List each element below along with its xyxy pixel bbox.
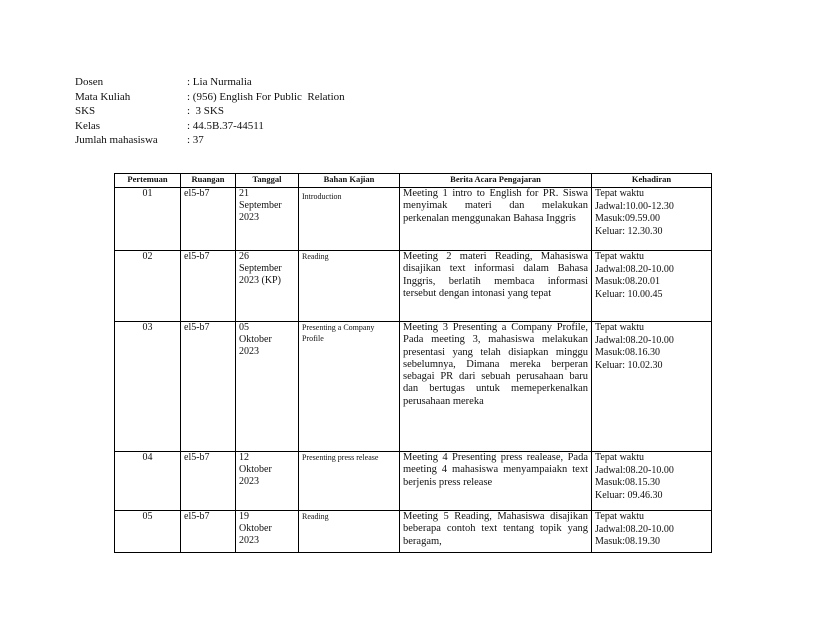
kehadiran-line: Masuk:08.19.30 <box>595 536 660 547</box>
tanggal-cell <box>236 322 299 452</box>
column-header: Bahan Kajian <box>299 174 400 188</box>
pertemuan-cell: 04 <box>115 452 181 511</box>
kehadiran-line: Jadwal:08.20-10.00 <box>595 523 674 535</box>
tanggal-line: 05 <box>239 322 249 333</box>
kehadiran-cell <box>592 251 712 322</box>
kehadiran-line: Keluar: 09.46.30 <box>595 489 663 501</box>
kehadiran-line: Keluar: 10.02.30 <box>595 359 663 371</box>
info-label: SKS <box>75 105 96 117</box>
kehadiran-cell <box>592 188 712 251</box>
ruangan-cell: el5-b7 <box>181 188 236 251</box>
kehadiran-line: Masuk:08.20.01 <box>595 276 660 287</box>
info-row-kelas <box>75 119 345 134</box>
teaching-journal-table <box>114 173 712 553</box>
tanggal-line: 2023 <box>239 212 259 223</box>
pertemuan-cell: 02 <box>115 251 181 322</box>
tanggal-line: Oktober <box>239 464 272 475</box>
kehadiran-line: Masuk:09.59.00 <box>595 213 660 224</box>
berita-acara-cell: Meeting 3 Presenting a Company Profile, Pada meeting 3, mahasiswa melakukan presentasi yang telah disiapkan minggu sebelumnya, Dimana mereka berperan sebagai PR dari sebuah perusahaan baru dan bertugas untuk memeperkenalkan perusahaan mereka <box>400 322 592 452</box>
kehadiran-line: Jadwal:08.20-10.00 <box>595 464 674 476</box>
column-header: Kehadiran <box>592 174 712 188</box>
ruangan-cell: el5-b7 <box>181 511 236 553</box>
info-value: : Lia Nurmalia <box>187 76 252 88</box>
tanggal-cell <box>236 511 299 553</box>
bahan-kajian-cell: Reading <box>299 511 400 553</box>
bahan-kajian-cell: Presenting press release <box>299 452 400 511</box>
berita-acara-cell: Meeting 2 materi Reading, Mahasiswa disajikan text informasi dalam Bahasa Inggris, berlatih membaca informasi tersebut dengan intonasi yang tepat <box>400 251 592 322</box>
tanggal-line: Oktober <box>239 523 272 534</box>
info-label: Mata Kuliah <box>75 90 131 103</box>
info-value: : (956) English For Public Relation <box>187 90 345 103</box>
ruangan-cell: el5-b7 <box>181 452 236 511</box>
kehadiran-line: Tepat waktu <box>595 511 645 522</box>
pertemuan-cell: 01 <box>115 188 181 251</box>
info-value: : 37 <box>187 134 204 146</box>
info-label: Kelas <box>75 119 101 132</box>
tanggal-line: 2023 <box>239 476 259 487</box>
kehadiran-line: Tepat waktu <box>595 322 645 333</box>
kehadiran-line: Jadwal:08.20-10.00 <box>595 334 674 346</box>
kehadiran-cell <box>592 322 712 452</box>
info-row-mata-kuliah <box>75 90 345 105</box>
info-row-jumlah-mahasiswa <box>75 133 345 148</box>
tanggal-line: 12 <box>239 452 249 463</box>
column-header: Pertemuan <box>115 174 181 188</box>
kehadiran-line: Keluar: 12.30.30 <box>595 225 663 237</box>
berita-acara-cell: Meeting 4 Presenting press realease, Pada meeting 4 mahasiswa menyampaiakn text berjenis press release <box>400 452 592 511</box>
table-header-row <box>115 174 712 188</box>
tanggal-cell <box>236 188 299 251</box>
column-header: Tanggal <box>236 174 299 188</box>
table-row <box>115 452 712 511</box>
column-header: Ruangan <box>181 174 236 188</box>
kehadiran-line: Jadwal:08.20-10.00 <box>595 263 674 275</box>
kehadiran-line: Keluar: 10.00.45 <box>595 288 663 300</box>
pertemuan-cell: 05 <box>115 511 181 553</box>
kehadiran-line: Tepat waktu <box>595 188 645 199</box>
bahan-kajian-cell: Reading <box>299 251 400 322</box>
course-info <box>75 75 345 148</box>
berita-acara-cell: Meeting 5 Reading, Mahasiswa disajikan beberapa contoh text tentang topik yang beragam, <box>400 511 592 553</box>
kehadiran-line: Jadwal:10.00-12.30 <box>595 200 674 212</box>
tanggal-line: 2023 <box>239 535 259 546</box>
info-label: Jumlah mahasiswa <box>75 134 158 146</box>
info-row-sks <box>75 104 345 119</box>
table-row <box>115 251 712 322</box>
tanggal-line: September <box>239 200 282 211</box>
tanggal-line: September <box>239 263 282 274</box>
berita-acara-cell: Meeting 1 intro to English for PR. Siswa menyimak materi dan melakukan perkenalan menggunakan Bahasa Inggris <box>400 188 592 251</box>
tanggal-line: 26 <box>239 251 249 262</box>
info-value: : 44.5B.37-44511 <box>187 119 264 132</box>
kehadiran-line: Masuk:08.16.30 <box>595 347 660 358</box>
bahan-kajian-cell: Presenting a Company Profile <box>299 322 400 452</box>
ruangan-cell: el5-b7 <box>181 251 236 322</box>
tanggal-line: 2023 (KP) <box>239 275 281 286</box>
tanggal-line: 21 <box>239 188 249 199</box>
tanggal-line: 2023 <box>239 346 259 357</box>
table-row <box>115 511 712 553</box>
info-row-dosen <box>75 75 345 90</box>
kehadiran-cell <box>592 511 712 553</box>
tanggal-line: 19 <box>239 511 249 522</box>
kehadiran-line: Tepat waktu <box>595 251 645 262</box>
column-header: Berita Acara Pengajaran <box>400 174 592 188</box>
kehadiran-line: Tepat waktu <box>595 452 645 463</box>
table-row <box>115 188 712 251</box>
bahan-kajian-cell: Introduction <box>299 188 400 251</box>
pertemuan-cell: 03 <box>115 322 181 452</box>
kehadiran-cell <box>592 452 712 511</box>
kehadiran-line: Masuk:08.15.30 <box>595 477 660 488</box>
tanggal-cell <box>236 452 299 511</box>
ruangan-cell: el5-b7 <box>181 322 236 452</box>
info-label: Dosen <box>75 76 104 88</box>
info-value: : 3 SKS <box>187 105 224 117</box>
table-row <box>115 322 712 452</box>
tanggal-cell <box>236 251 299 322</box>
tanggal-line: Oktober <box>239 334 272 345</box>
